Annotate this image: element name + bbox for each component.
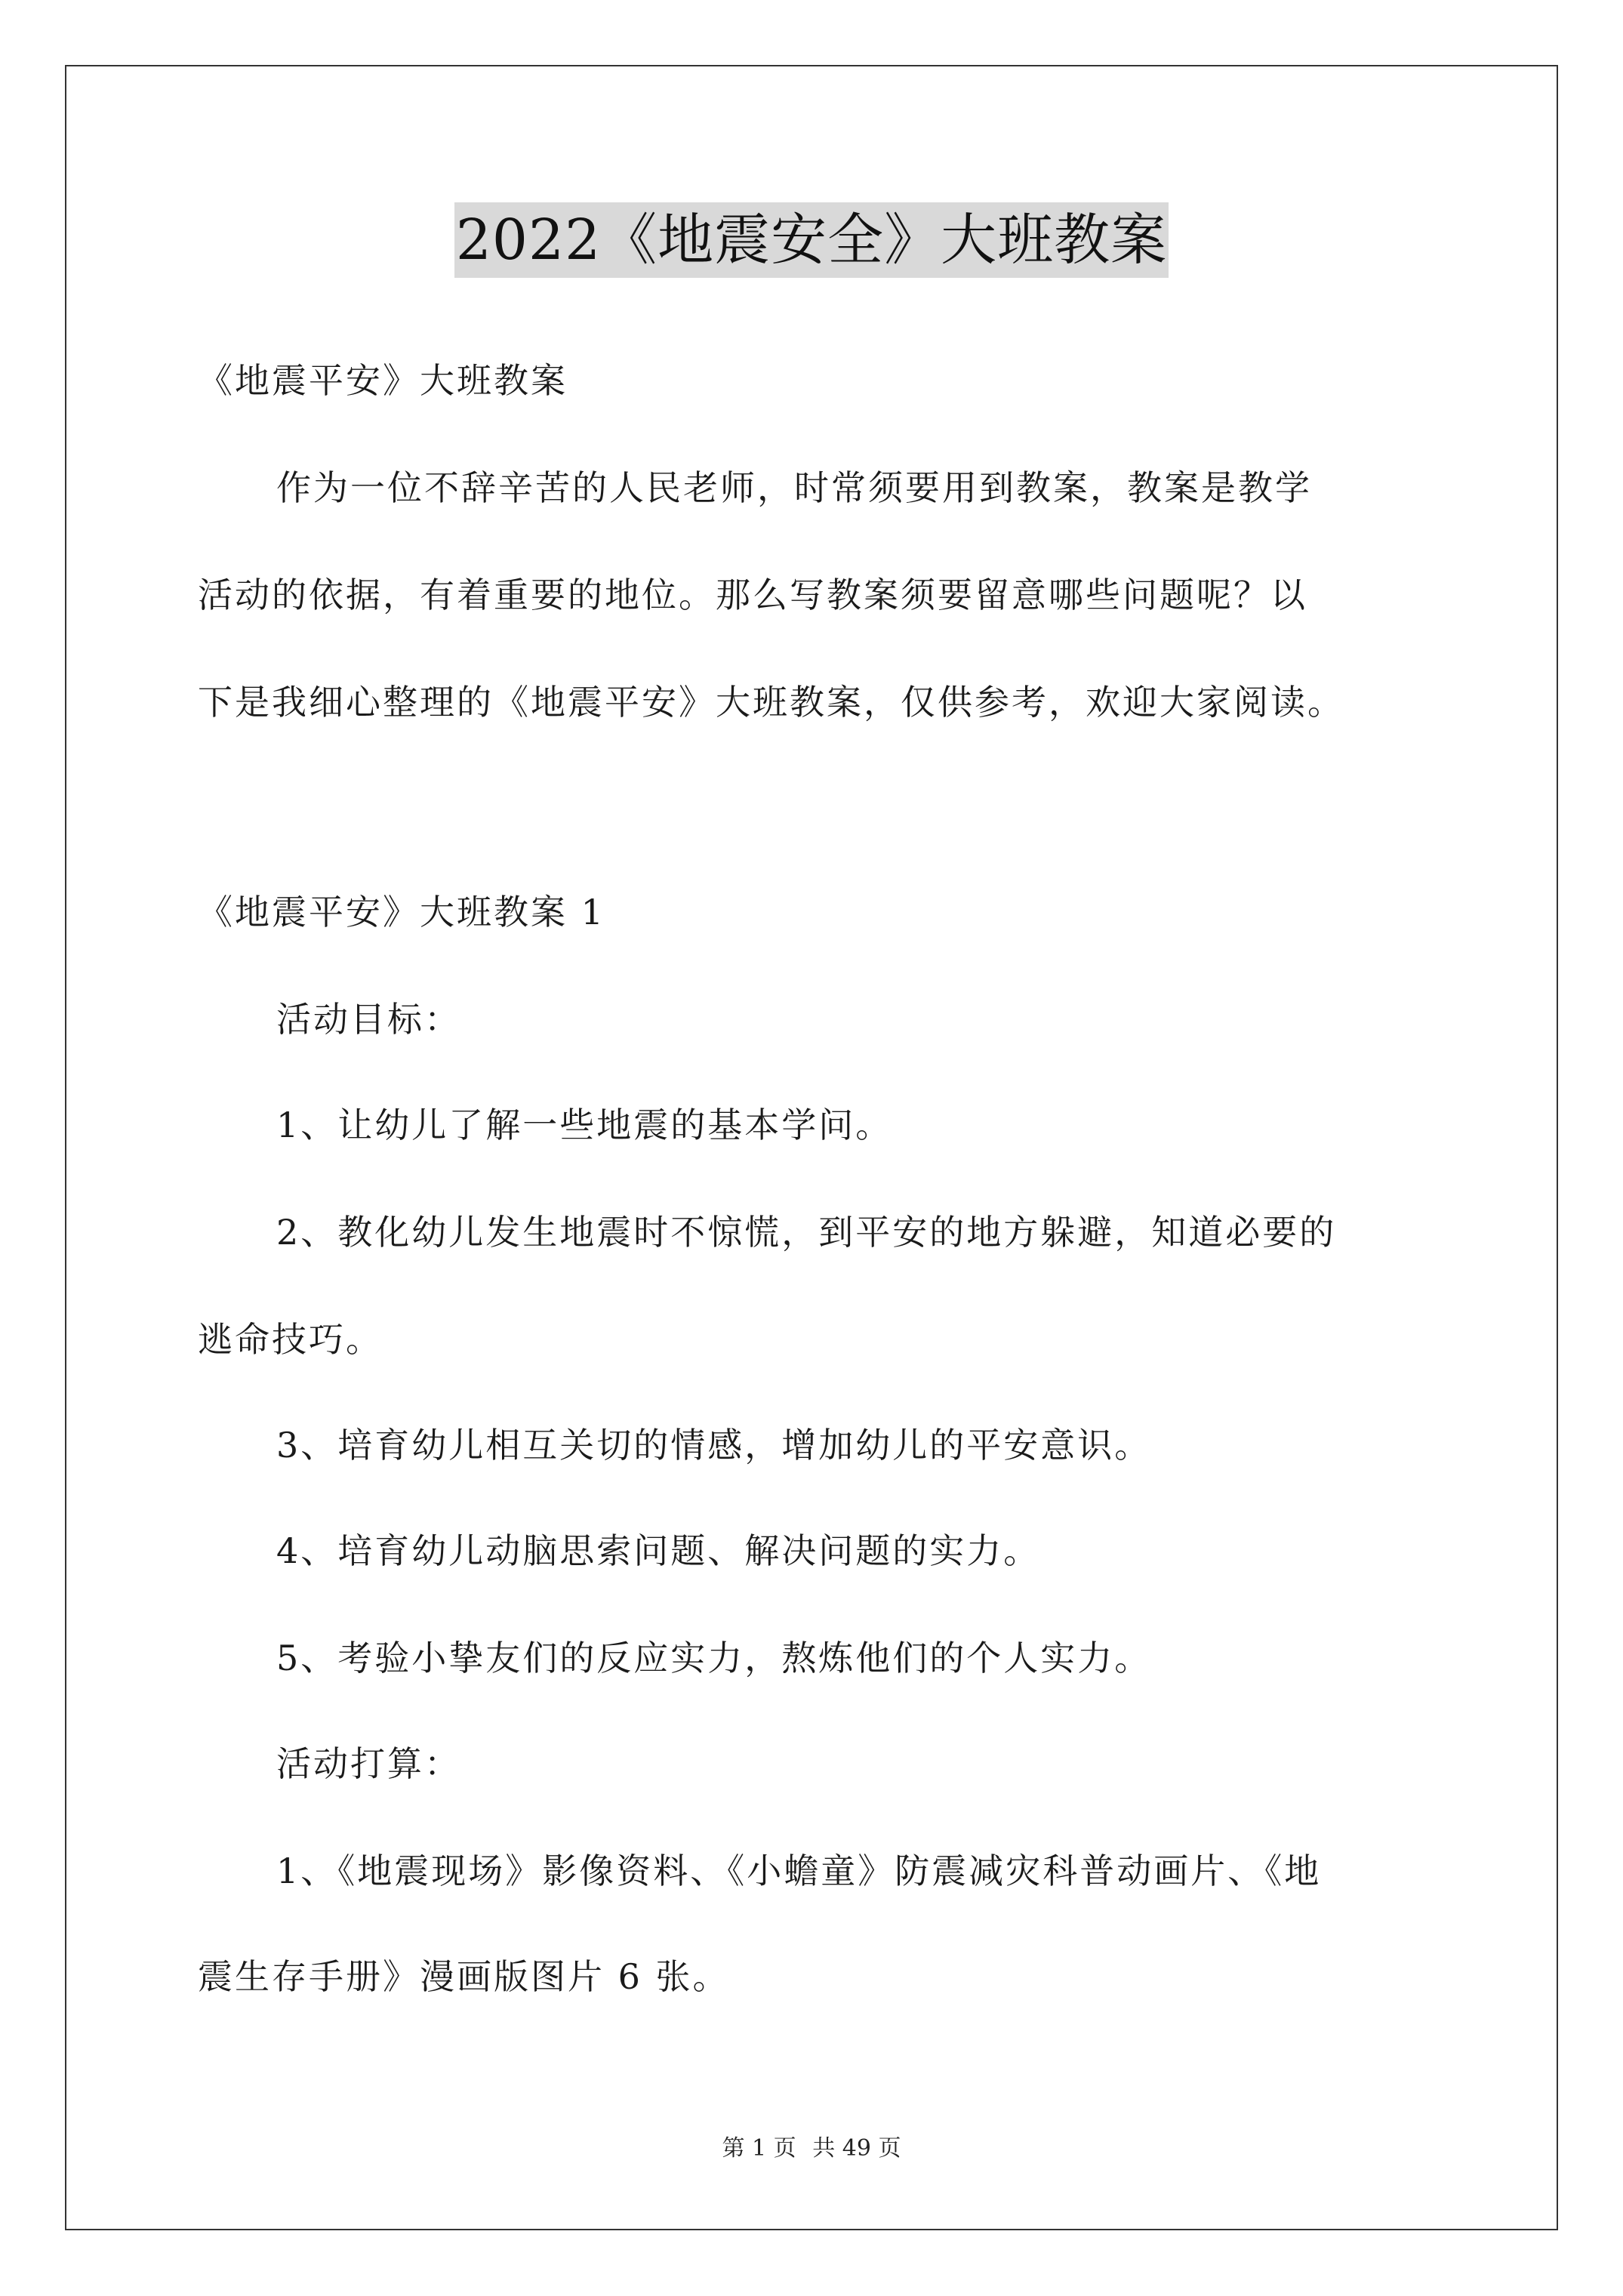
intro-line-3: 下是我细心整理的《地震平安》大班教案，仅供参考，欢迎大家阅读。 bbox=[198, 682, 1344, 723]
prep-label: 活动打算： bbox=[276, 1743, 461, 1784]
section-heading: 《地震平安》大班教案 1 bbox=[198, 892, 605, 932]
goal-item-1: 1、让幼儿了解一些地震的基本学问。 bbox=[276, 1105, 893, 1145]
goal-item-3: 3、培育幼儿相互关切的情感，增加幼儿的平安意识。 bbox=[276, 1425, 1152, 1465]
intro-line-1: 作为一位不辞辛苦的人民老师，时常须要用到教案，教案是教学 bbox=[276, 467, 1312, 508]
page-total: 共 49 页 bbox=[812, 2135, 901, 2162]
intro-heading: 《地震平安》大班教案 bbox=[198, 360, 568, 401]
goal-item-2: 2、教化幼儿发生地震时不惊慌，到平安的地方躲避，知道必要的 bbox=[276, 1212, 1337, 1253]
goal-item-2-continued: 逃命技巧。 bbox=[198, 1319, 383, 1360]
page-footer bbox=[0, 2134, 1623, 2164]
title-container bbox=[0, 202, 1623, 278]
goals-label: 活动目标： bbox=[276, 999, 461, 1040]
goal-item-4: 4、培育幼儿动脑思索问题、解决问题的实力。 bbox=[276, 1530, 1041, 1571]
document-title: 2022《地震安全》大班教案 bbox=[454, 202, 1169, 278]
goal-item-5: 5、考验小挚友们的反应实力，熬炼他们的个人实力。 bbox=[276, 1638, 1152, 1678]
page-number: 第 1 页 bbox=[722, 2135, 796, 2162]
prep-item-1: 1、《地震现场》影像资料、《小蟾童》防震减灾科普动画片、《地 bbox=[276, 1851, 1322, 1891]
intro-line-2: 活动的依据，有着重要的地位。那么写教案须要留意哪些问题呢？以 bbox=[198, 575, 1307, 615]
prep-item-1-continued: 震生存手册》漫画版图片 6 张。 bbox=[198, 1956, 730, 1997]
